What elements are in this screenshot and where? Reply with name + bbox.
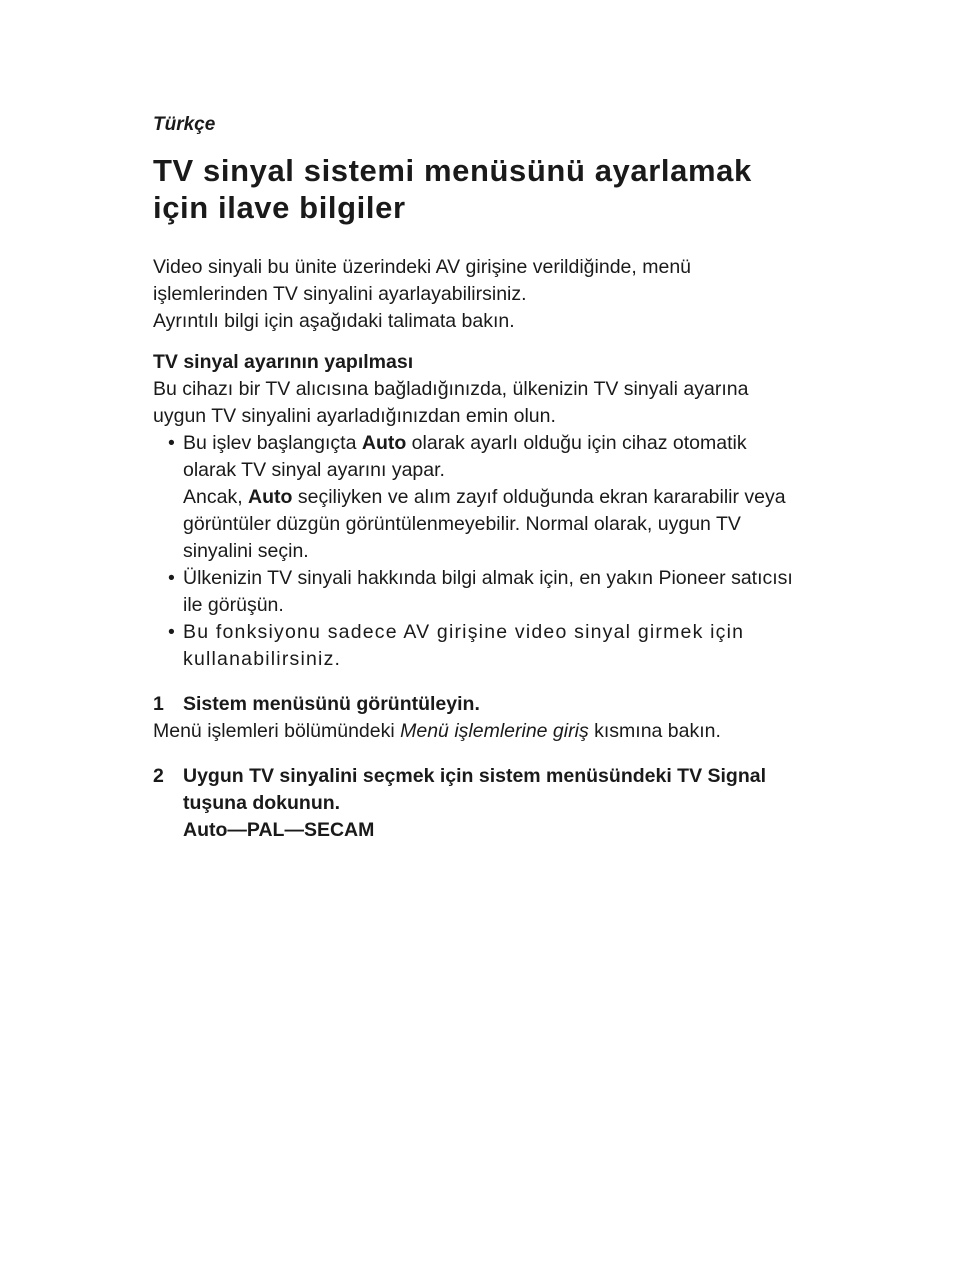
bullet-text: Ülkenizin TV sinyali hakkında bilgi almak için, en yakın Pioneer satıcısı ile görüşün. xyxy=(183,567,793,616)
reference-link-text: Menü işlemlerine giriş xyxy=(400,720,589,742)
language-label: Türkçe xyxy=(153,114,216,135)
step-1 xyxy=(153,691,803,718)
list-item xyxy=(153,565,803,619)
intro-section xyxy=(153,254,803,335)
intro-text: Video sinyali bu ünite üzerindeki AV girişine verildiğinde, menü işlemlerinden TV sinyalini ayarlayabilirsiniz. xyxy=(153,256,692,305)
intro-note: Ayrıntılı bilgi için aşağıdaki talimata bakın. xyxy=(153,310,515,332)
bullet-icon: • xyxy=(168,621,175,643)
bullet-text-continued: Ancak, Auto seçiliyken ve alım zayıf olduğunda ekran kararabilir veya görüntüler düzgün görüntülenmeyebilir. Normal olarak, uygun TV sinyalini seçin. xyxy=(183,486,786,562)
step-title: Sistem menüsünü görüntüleyin. xyxy=(183,693,480,715)
bullet-icon: • xyxy=(168,432,175,454)
step-2 xyxy=(153,763,803,844)
step-title: Uygun TV sinyalini seçmek için sistem menüsündeki TV Signal tuşuna dokunun. xyxy=(183,765,767,814)
bullet-text: Bu fonksiyonu sadece AV girişine video sinyal girmek için kullanabilirsiniz. xyxy=(183,621,745,670)
page-title: TV sinyal sistemi menüsünü ayarlamak için ilave bilgiler xyxy=(153,153,752,225)
signal-options: Auto—PAL—SECAM xyxy=(183,819,375,841)
auto-term: Auto xyxy=(361,432,407,454)
bullet-text: Bu işlev başlangıçta Auto olarak ayarlı olduğu için cihaz otomatik olarak TV sinyal ayarını yapar. xyxy=(183,432,747,481)
list-item xyxy=(153,619,803,673)
auto-term: Auto xyxy=(248,486,293,508)
bullet-icon: • xyxy=(168,567,175,589)
section-text: Bu cihazı bir TV alıcısına bağladığınızda, ülkenizin TV sinyali ayarına uygun TV sinyalini ayarladığınızdan emin olun. xyxy=(153,378,749,427)
step-number: 1 xyxy=(153,693,164,715)
list-item xyxy=(153,430,803,565)
bullet-list xyxy=(153,430,803,673)
section-heading: TV sinyal ayarının yapılması xyxy=(153,351,414,373)
step-number: 2 xyxy=(153,765,164,787)
step-1-body: Menü işlemleri bölümündeki Menü işlemlerine giriş kısmına bakın. xyxy=(153,720,721,742)
document-page xyxy=(153,112,803,844)
